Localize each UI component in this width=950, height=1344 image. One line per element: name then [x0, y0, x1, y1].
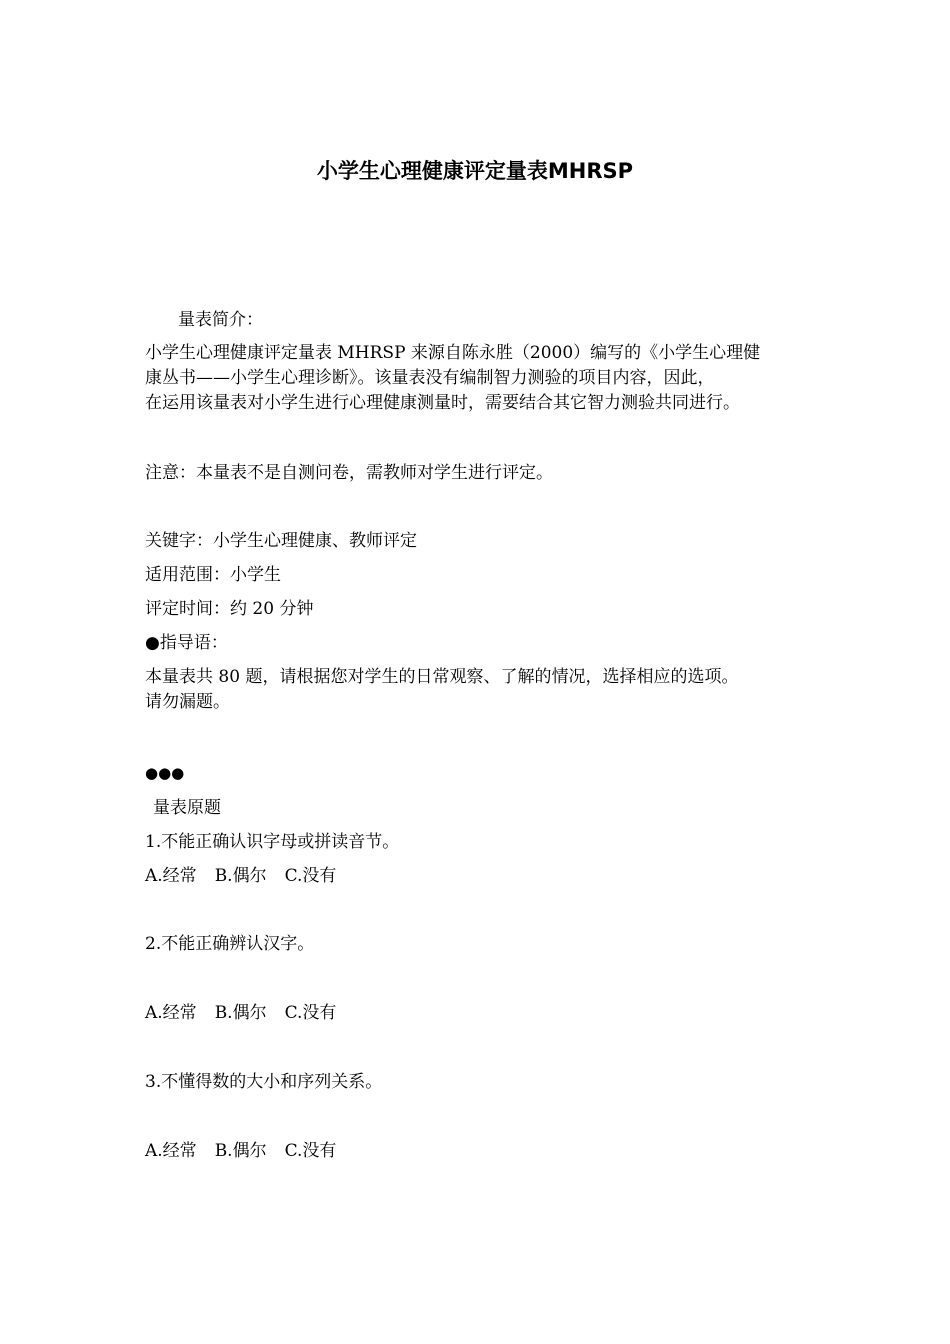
- question-3-options: [145, 1139, 815, 1164]
- items-heading: 量表原题: [153, 798, 221, 818]
- scope-text: 适用范围：小学生: [145, 565, 281, 585]
- question-2-option-c[interactable]: C.没有: [284, 1003, 337, 1023]
- guide-line-2: 请勿漏题。: [145, 692, 230, 712]
- question-3-option-b[interactable]: B.偶尔: [214, 1141, 267, 1161]
- section-separator: ●●●: [145, 764, 185, 782]
- document-title: 小学生心理健康评定量表MHRSP: [316, 159, 634, 183]
- question-3-text: 3.不懂得数的大小和序列关系。: [145, 1072, 383, 1092]
- question-2-option-b[interactable]: B.偶尔: [214, 1003, 267, 1023]
- note-text: 注意：本量表不是自测问卷，需教师对学生进行评定。: [145, 463, 553, 483]
- question-1-option-b[interactable]: B.偶尔: [214, 866, 267, 886]
- question-1-option-c[interactable]: C.没有: [284, 866, 337, 886]
- intro-line-3: 在运用该量表对小学生进行心理健康测量时，需要结合其它智力测验共同进行。: [145, 393, 740, 413]
- keywords-text: 关键字：小学生心理健康、教师评定: [145, 531, 417, 551]
- question-1-options: [145, 864, 815, 889]
- guide-line-1: 本量表共 80 题，请根据您对学生的日常观察、了解的情况，选择相应的选项。: [145, 667, 739, 687]
- question-3-option-a[interactable]: A.经常: [145, 1141, 197, 1161]
- question-2-options: [145, 1001, 815, 1026]
- question-1-option-a[interactable]: A.经常: [145, 866, 197, 886]
- guide-heading: ●指导语：: [145, 633, 228, 653]
- intro-line-2: 康丛书——小学生心理诊断》。该量表没有编制智力测验的项目内容，因此，: [145, 368, 715, 388]
- intro-line-1: 小学生心理健康评定量表 MHRSP 来源自陈永胜（2000）编写的《小学生心理健: [145, 343, 761, 363]
- duration-text: 评定时间：约 20 分钟: [145, 599, 314, 619]
- question-1-text: 1.不能正确认识字母或拼读音节。: [145, 832, 400, 852]
- question-3-option-c[interactable]: C.没有: [284, 1141, 337, 1161]
- question-2-option-a[interactable]: A.经常: [145, 1003, 197, 1023]
- question-2-text: 2.不能正确辨认汉字。: [145, 934, 315, 954]
- intro-heading: 量表简介：: [178, 310, 263, 330]
